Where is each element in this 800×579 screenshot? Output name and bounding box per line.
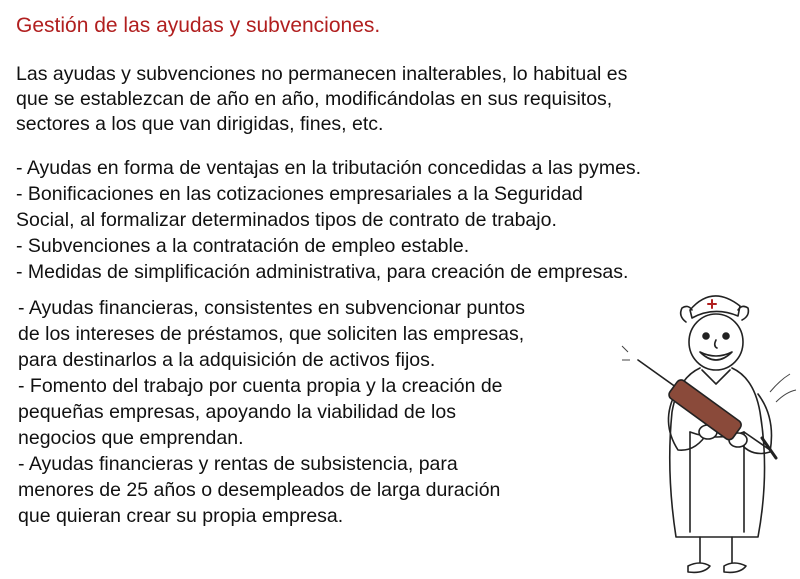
- aid-list-secondary: [18, 295, 638, 529]
- list-line: - Ayudas en forma de ventajas en la tributación concedidas a las pymes.: [16, 157, 642, 179]
- list-line: de los intereses de préstamos, que soliciten las empresas,: [18, 323, 525, 345]
- list-line: - Bonificaciones en las cotizaciones empresariales a la Seguridad: [16, 183, 583, 205]
- list-line: Social, al formalizar determinados tipos de contrato de trabajo.: [16, 209, 557, 231]
- aid-list-primary: [16, 155, 786, 285]
- nurse-syringe-illustration: [620, 282, 800, 579]
- list-line: menores de 25 años o desempleados de larga duración: [18, 479, 501, 501]
- list-line: - Subvenciones a la contratación de empleo estable.: [16, 235, 470, 257]
- list-line: - Fomento del trabajo por cuenta propia y la creación de: [18, 375, 503, 397]
- list-line: que quieran crear su propia empresa.: [18, 505, 344, 527]
- list-line: - Ayudas financieras y rentas de subsistencia, para: [18, 453, 458, 475]
- intro-line: Las ayudas y subvenciones no permanecen inalterables, lo habitual es: [16, 63, 628, 85]
- list-line: pequeñas empresas, apoyando la viabilidad de los: [18, 401, 456, 423]
- intro-paragraph: [16, 62, 786, 137]
- page-title: Gestión de las ayudas y subvenciones.: [16, 14, 381, 37]
- list-line: - Medidas de simplificación administrativa, para creación de empresas.: [16, 261, 629, 283]
- list-line: para destinarlos a la adquisición de activos fijos.: [18, 349, 436, 371]
- intro-line: que se establezcan de año en año, modificándolas en sus requisitos,: [16, 88, 613, 110]
- intro-line: sectores a los que van dirigidas, fines, etc.: [16, 113, 384, 135]
- list-line: - Ayudas financieras, consistentes en subvencionar puntos: [18, 297, 525, 319]
- list-line: negocios que emprendan.: [18, 427, 244, 449]
